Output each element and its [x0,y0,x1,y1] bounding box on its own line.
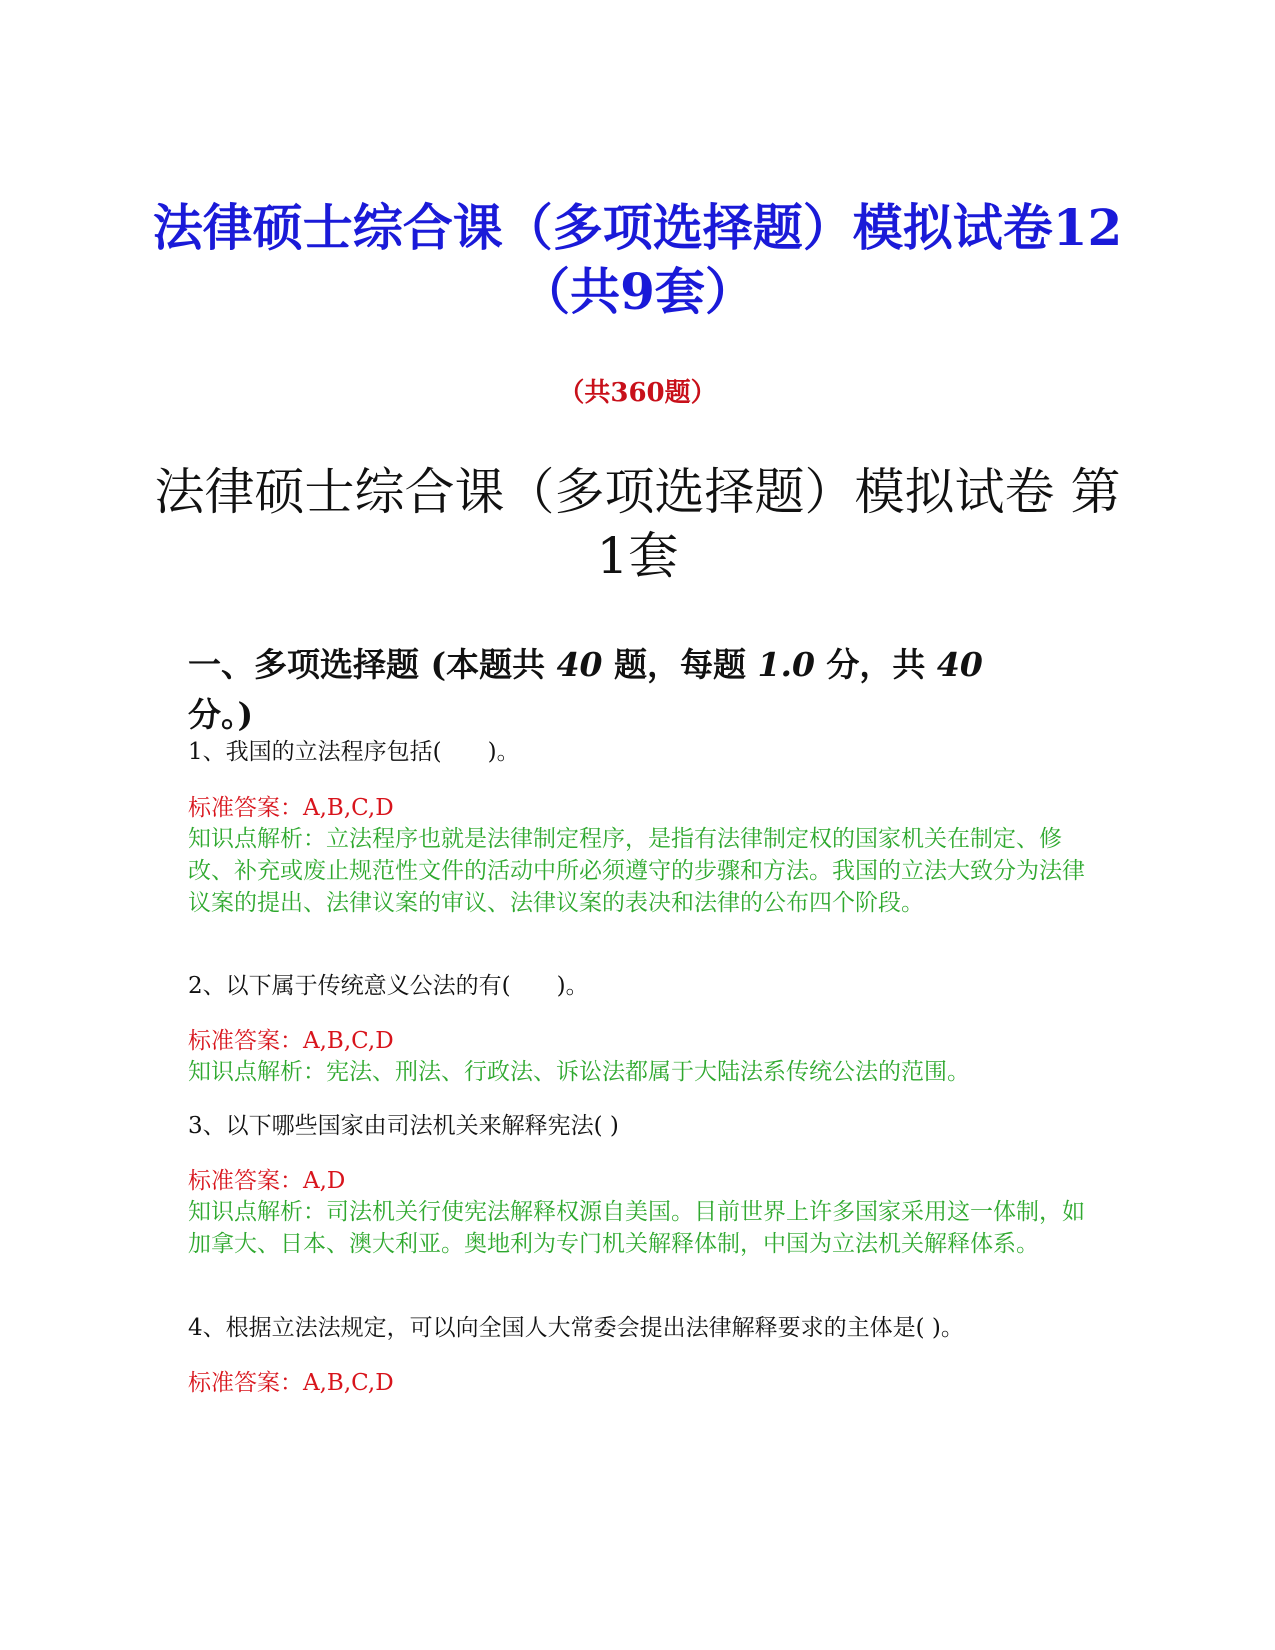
question-1-answer: 标准答案：A,B,C,D [188,795,394,821]
question-2-text: 2、以下属于传统意义公法的有( )。 [188,973,589,999]
question-1-analysis: 知识点解析：立法程序也就是法律制定程序，是指有法律制定权的国家机关在制定、修改、补充或废止规范性文件的活动中所必须遵守的步骤和方法。我国的立法大致分为法律议案的提出、法律议案的审议、法律议案的表决和法律的公布四个阶段。 [188,826,1085,916]
section-suffix: 分。) [188,695,254,734]
document-main-title: 法律硕士综合课（多项选择题）模拟试卷12（共9套） [152,198,1123,321]
section-num-questions: 40 [556,645,603,684]
set-title: 法律硕士综合课（多项选择题）模拟试卷 第1套 [154,463,1121,585]
question-4-text: 4、根据立法法规定，可以向全国人大常委会提出法律解释要求的主体是( )。 [188,1315,964,1341]
question-2-analysis: 知识点解析：宪法、刑法、行政法、诉讼法都属于大陆法系传统公法的范围。 [188,1059,970,1085]
section-prefix: 一、多项选择题 (本题共 [188,645,557,684]
section-points-each: 1.0 [757,645,815,684]
section-mid1: 题，每题 [602,645,758,684]
question-4-answer: 标准答案：A,B,C,D [188,1370,394,1396]
question-3-answer: 标准答案：A,D [188,1168,346,1194]
section-mid2: 分，共 [814,645,937,684]
section-total-points: 40 [936,645,983,684]
question-3-analysis: 知识点解析：司法机关行使宪法解释权源自美国。目前世界上许多国家采用这一体制，如加拿大、日本、澳大利亚。奥地利为专门机关解释体制，中国为立法机关解释体系。 [188,1199,1085,1257]
question-1-text: 1、我国的立法程序包括( )。 [188,739,520,765]
section-heading [188,640,1048,740]
question-3-text: 3、以下哪些国家由司法机关来解释宪法( ) [188,1113,619,1139]
question-2-answer: 标准答案：A,B,C,D [188,1028,394,1054]
question-count: （共360题） [558,378,717,408]
